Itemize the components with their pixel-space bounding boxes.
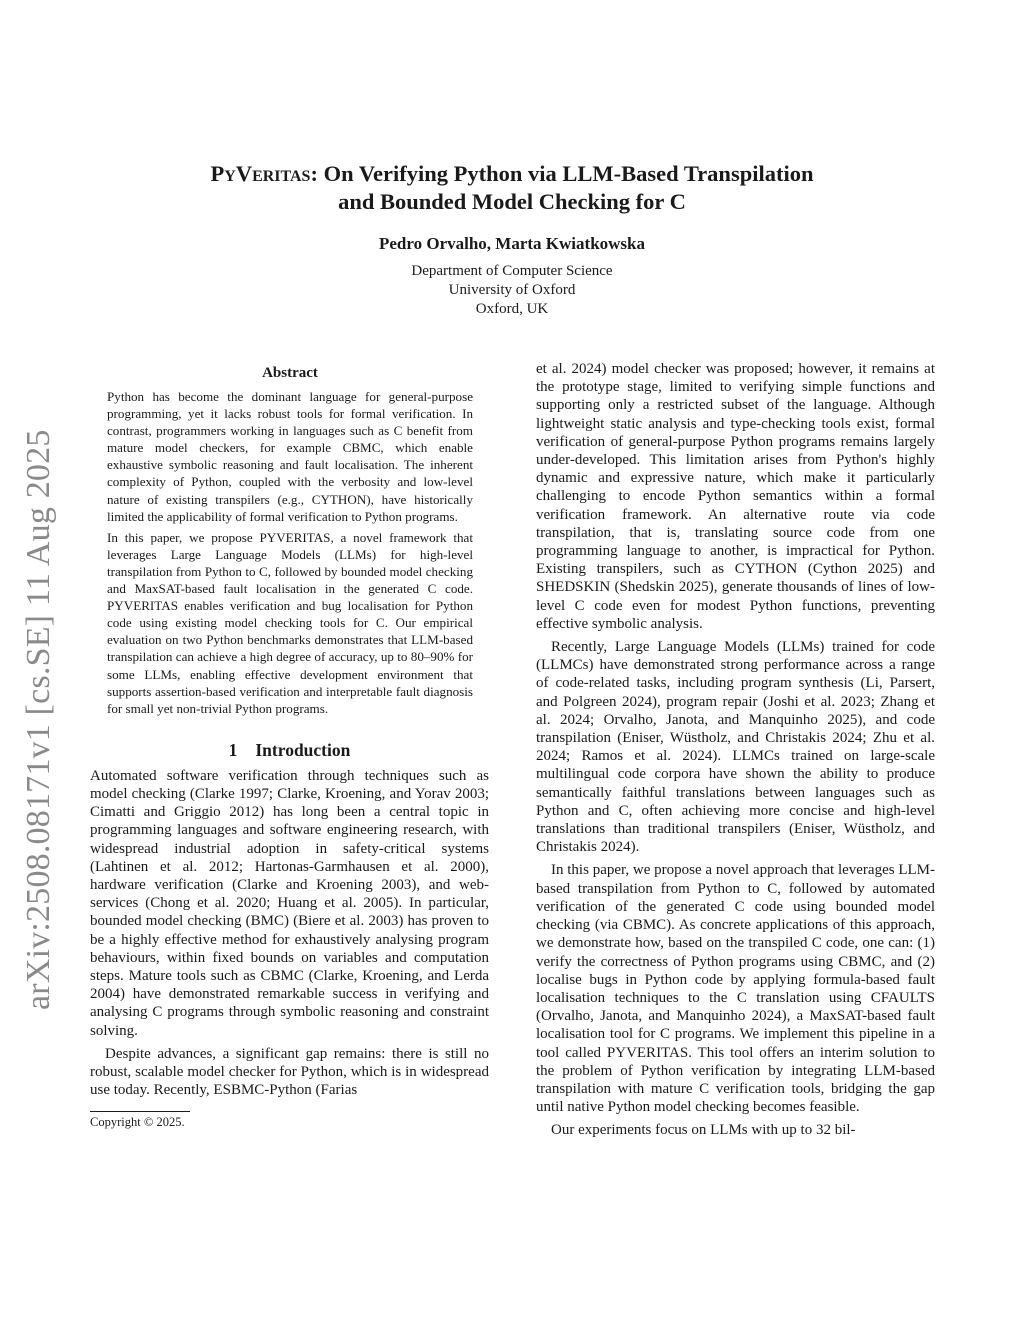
section-number: 1 bbox=[228, 739, 238, 760]
body-paragraph: Our experiments focus on LLMs with up to 32 bil- bbox=[551, 1122, 856, 1139]
paper-title bbox=[150, 160, 874, 216]
body-paragraph: et al. 2024) model checker was proposed; however, it remains at the prototype stage, limited to verifying simple functions and supporting only a restricted subset of the language. Although lightweight static analysis and type-checking tools exist, formal verification of general-purpose Python programs remains largely under-developed. This limitation arises from Python's highly dynamic and expressive nature, which make it particularly challenging to encode Python semantics within a formal verification framework. An alternative route via code transpilation, that is, translating source code from one programming language to another, is impractical for Python. Existing transpilers, such as CYTHON (Cython 2025) and SHEDSKIN (Shedskin 2025), generate thousands of lines of low-level C code even for modest Python functions, preventing effective symbolic analysis. bbox=[536, 361, 935, 632]
affiliation bbox=[150, 262, 874, 319]
left-column bbox=[90, 360, 489, 1130]
right-column bbox=[536, 360, 935, 1140]
footnote-rule bbox=[90, 1111, 190, 1112]
arxiv-identifier-stamp: arXiv:2508.08171v1 [cs.SE] 11 Aug 2025 bbox=[20, 429, 57, 1010]
title-line1-rest: : On Verifying Python via LLM-Based Transpilation bbox=[310, 161, 814, 186]
introduction-body-left bbox=[90, 767, 489, 1100]
body-paragraph: Despite advances, a significant gap remains: there is still no robust, scalable model checker for Python, which is in widespread use today. Recently, ESBMC-Python (Farias bbox=[90, 1045, 489, 1099]
affiliation-department: Department of Computer Science bbox=[411, 263, 613, 279]
author-list: Pedro Orvalho, Marta Kwiatkowska bbox=[378, 234, 645, 253]
abstract-paragraph: In this paper, we propose PYVERITAS, a novel framework that leverages Large Language Models (LLMs) for high-level transpilation from Python to C, followed by bounded model checking and MaxSAT-based fault localisation in the generated C code. PYVERITAS enables verification and bug localisation for Python code using existing model checking tools for C. Our empirical evaluation on two Python benchmarks demonstrates that LLM-based transpilation can achieve a high degree of accuracy, up to 80–90% for some LLMs, enabling effective development environment that supports assertion-based verification and interpretable fault diagnosis for small yet non-trivial Python programs. bbox=[107, 529, 473, 716]
tool-name: PyVeritas bbox=[210, 161, 311, 186]
affiliation-location: Oxford, UK bbox=[475, 301, 549, 317]
abstract bbox=[107, 364, 473, 717]
section-heading-introduction bbox=[90, 739, 489, 761]
section-title: Introduction bbox=[255, 739, 351, 760]
title-line2: and Bounded Model Checking for C bbox=[338, 189, 686, 214]
body-paragraph: Automated software verification through techniques such as model checking (Clarke 1997; Clarke, Kroening, and Yorav 2003; Cimatti and Griggio 2012) has long been a central topic in programming languages and software engineering research, with widespread industrial adoption in safety-critical systems (Lahtinen et al. 2012; Hartonas-Garmhausen et al. 2000), hardware verification (Clarke and Kroening 2003), and web-services (Chong et al. 2020; Huang et al. 2005). In particular, bounded model checking (BMC) (Biere et al. 2003) has proven to be a highly effective method for exhaustively analysing program behaviours, within fixed bounds on variables and computation steps. Mature tools such as CBMC (Clarke, Kroening, and Lerda 2004) have demonstrated remarkable success in verifying and analysing C programs through symbolic reasoning and constraint solving. bbox=[90, 767, 489, 1039]
abstract-paragraph: Python has become the dominant language for general-purpose programming, yet it lacks robust tools for formal verification. In contrast, programmers working in languages such as C benefit from mature model checkers, for example CBMC, which enable exhaustive symbolic reasoning and fault localisation. The inherent complexity of Python, coupled with the verbosity and low-level nature of existing transpilers (e.g., CYTHON), have historically limited the applicability of formal verification to Python programs. bbox=[107, 389, 473, 524]
copyright-footnote: Copyright © 2025. bbox=[90, 1115, 185, 1130]
body-paragraph: Recently, Large Language Models (LLMs) trained for code (LLMCs) have demonstrated strong performance across a range of code-related tasks, including program synthesis (Li, Parsert, and Polgreen 2024), program repair (Joshi et al. 2023; Zhang et al. 2024; Orvalho, Janota, and Manquinho 2025), and code transpilation (Eniser, Wüstholz, and Christakis 2024; Zhu et al. 2024; Ramos et al. 2024). LLMCs trained on large-scale multilingual code corpora have shown the ability to produce semantically faithful translations between languages such as Python and C, often achieving more concise and high-level translations than traditional transpilers (Eniser, Wüstholz, and Christakis 2024). bbox=[536, 639, 935, 856]
body-paragraph: In this paper, we propose a novel approach that leverages LLM-based transpilation from Python to C, followed by automated verification of the generated C code using bounded model checking (via CBMC). As concrete applications of this approach, we demonstrate how, based on the transpiled C code, one can: (1) verify the correctness of Python programs using CBMC, and (2) localise bugs in Python code by applying formula-based fault localisation techniques to the C translation using CFAULTS (Orvalho, Janota, and Manquinho 2024), a MaxSAT-based fault localisation tool for C programs. We implement this pipeline in a tool called PYVERITAS. This tool offers an interim solution to the problem of Python verification by integrating LLM-based transpilation with mature C verification tools, bridging the gap until native Python model checking becomes feasible. bbox=[536, 862, 935, 1116]
affiliation-university: University of Oxford bbox=[448, 282, 576, 298]
abstract-heading: Abstract bbox=[262, 365, 318, 381]
